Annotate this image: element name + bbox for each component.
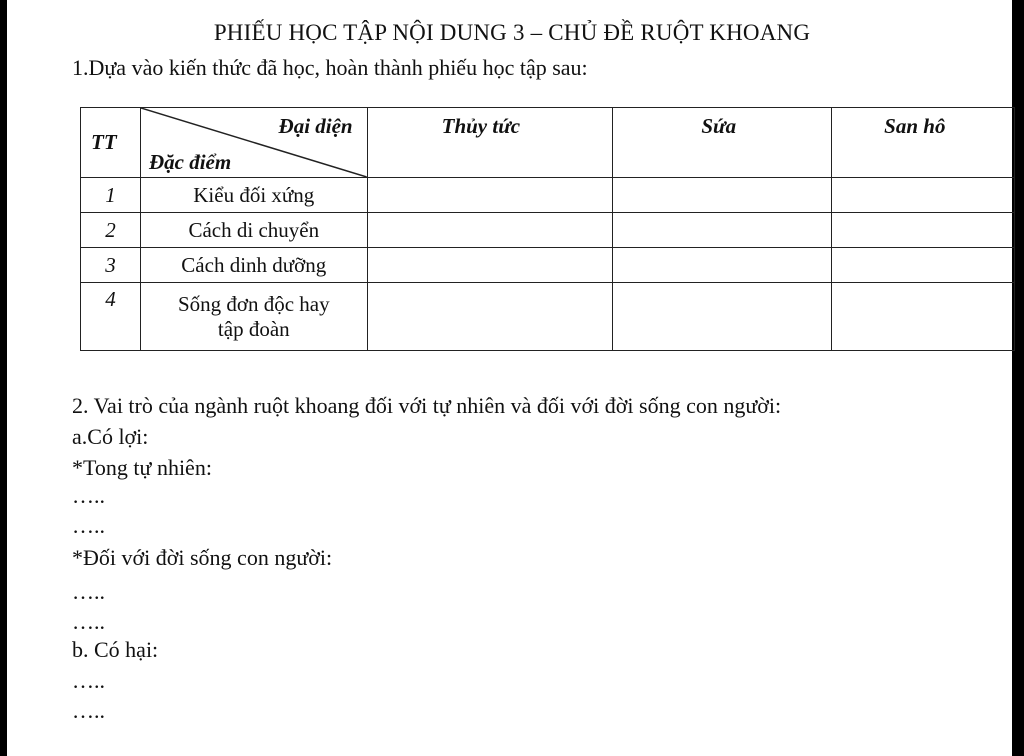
row-feature-line-1: Sống đơn độc hay — [177, 291, 330, 316]
answer-dots[interactable]: ….. — [72, 668, 105, 693]
table-row — [81, 178, 1015, 213]
answer-dots[interactable]: ….. — [72, 579, 105, 604]
worksheet-table — [80, 107, 1015, 351]
row-number: 4 — [81, 283, 141, 351]
question-1: 1.Dựa vào kiến thức đã học, hoàn thành phiếu học tập sau: — [72, 55, 588, 80]
answer-dots[interactable]: ….. — [72, 483, 105, 508]
table-row — [81, 283, 1015, 351]
answer-cell[interactable] — [613, 213, 832, 248]
header-feature: Đặc điểm — [148, 150, 232, 174]
header-diagonal-cell — [140, 108, 367, 178]
answer-dots[interactable]: ….. — [72, 609, 105, 634]
life-heading: *Đối với đời sống con người: — [72, 545, 333, 570]
left-edge-bar — [0, 0, 7, 756]
answer-cell[interactable] — [832, 178, 1015, 213]
header-tt: TT — [81, 108, 141, 178]
header-sua: Sứa — [613, 108, 832, 178]
answer-cell[interactable] — [613, 248, 832, 283]
answer-cell[interactable] — [367, 283, 613, 351]
answer-cell[interactable] — [613, 178, 832, 213]
row-number: 1 — [81, 178, 141, 213]
header-thuy-tuc: Thủy tức — [367, 108, 613, 178]
header-san-ho: San hô — [832, 108, 1015, 178]
header-representative: Đại diện — [278, 114, 353, 138]
answer-dots[interactable]: ….. — [72, 513, 105, 538]
page-title: PHIẾU HỌC TẬP NỘI DUNG 3 – CHỦ ĐỀ RUỘT KHOANG — [213, 20, 811, 45]
row-feature: Cách dinh dưỡng — [140, 248, 367, 283]
nature-heading: *Tong tự nhiên: — [72, 455, 212, 480]
table-row — [81, 213, 1015, 248]
section-a-beneficial: a.Có lợi: — [72, 424, 149, 449]
row-feature: Cách di chuyển — [140, 213, 367, 248]
row-feature — [140, 283, 367, 351]
answer-cell[interactable] — [832, 213, 1015, 248]
answer-dots[interactable]: ….. — [72, 698, 105, 723]
answer-cell[interactable] — [367, 248, 613, 283]
answer-cell[interactable] — [613, 283, 832, 351]
section-b-harmful: b. Có hại: — [72, 637, 159, 662]
answer-cell[interactable] — [832, 283, 1015, 351]
table-header-row — [81, 108, 1015, 178]
answer-cell[interactable] — [832, 248, 1015, 283]
row-number: 2 — [81, 213, 141, 248]
row-feature-line-2: tập đoàn — [217, 316, 290, 341]
answer-cell[interactable] — [367, 178, 613, 213]
answer-cell[interactable] — [367, 213, 613, 248]
table-row — [81, 248, 1015, 283]
row-feature: Kiểu đối xứng — [140, 178, 367, 213]
row-number: 3 — [81, 248, 141, 283]
question-2: 2. Vai trò của ngành ruột khoang đối với tự nhiên và đối với đời sống con người: — [72, 393, 782, 418]
